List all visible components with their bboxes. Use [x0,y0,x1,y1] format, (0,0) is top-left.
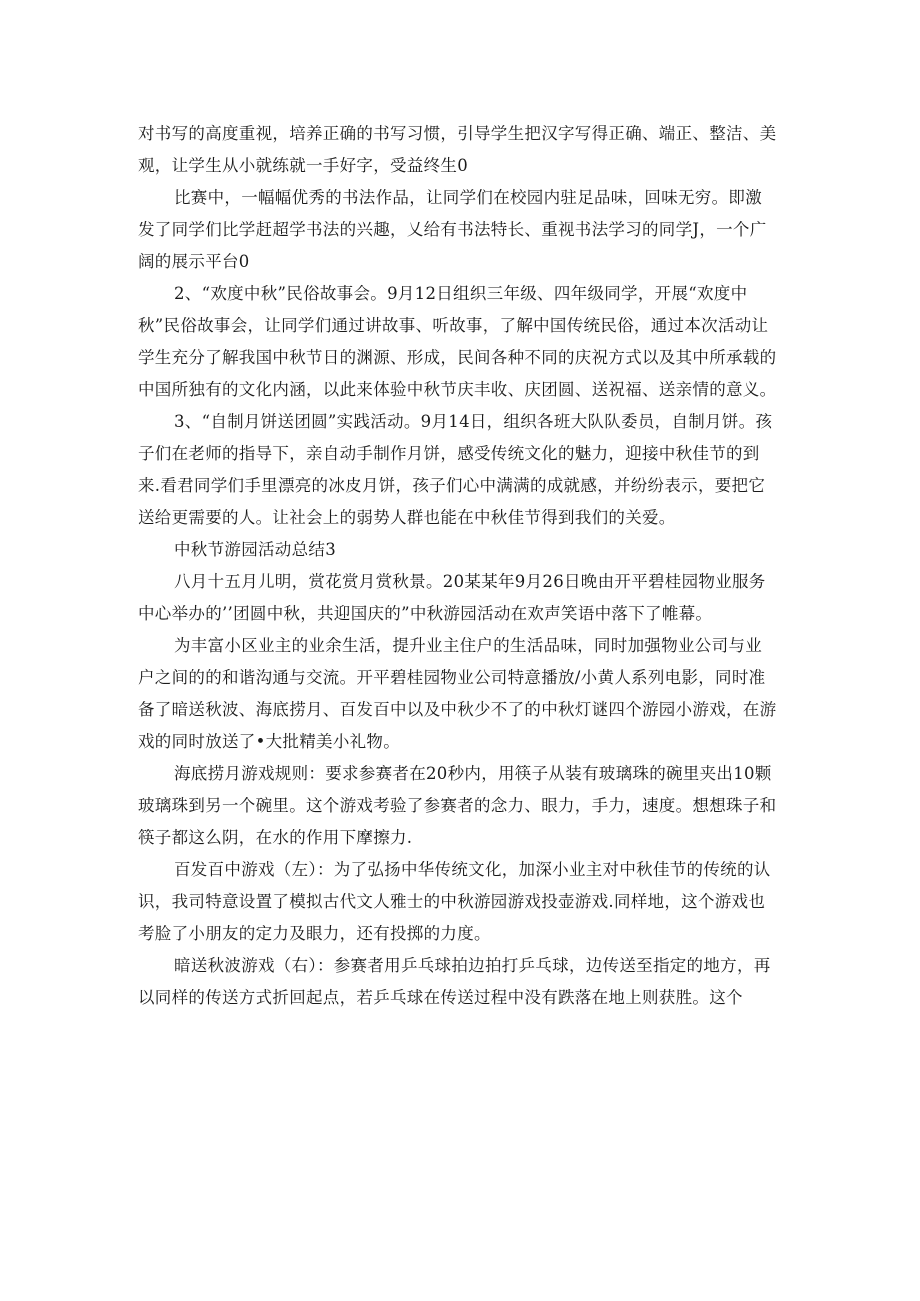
paragraph-9: 暗送秋波游戏（右）：参赛者用乒乓球拍边拍打乒乓球，边传送至指定的地方，再以同样的传送方式折回起点，若乒乓球在传送过程中没有跌落在地上则获胜。这个 [138,956,771,1007]
paragraph-2: 比赛中，一幅幅优秀的书法作品，让同学们在校园内驻足品味，回味无穷。即激发了同学们比学赶超学书法的兴趣，乂给有书法特长、重视书法学习的同学J，一个广阔的展示平台0 [138,188,767,271]
paragraph-5: 八月十五月儿明，赏花赏月赏秋景。20某某年9月26日晚由开平碧桂园物业服务中心举办的’’团圆中秋，共迎国庆的”中秋游园活动在欢声笑语中落下了帷幕。 [138,572,766,623]
document-body [138,118,778,1014]
section-heading: 中秋节游园活动总结3 [174,540,336,559]
paragraph-8: 百发百中游戏（左）：为了弘扬中华传统文化，加深小业主对中秋佳节的传统的认识，我司特意设置了模拟古代文人雅士的中秋游园游戏投壶游戏.同样地，这个游戏也考脸了小朋友的定力及眼力，还有投掷的力度。 [138,860,771,943]
paragraph-7: 海底捞月游戏规则：要求参赛者在20秒内，用筷子从装有玻璃珠的碗里夹出10颗玻璃珠到另一个碗里。这个游戏考验了参赛者的念力、眼力，手力，速度。想想珠子和筷子都这么阴，在水的作用下摩擦力. [138,764,777,847]
paragraph-3: 2、“欢度中秋”民俗故事会。9月12日组织三年级、四年级同学，开展“欢度中秋”民俗故事会，让同学们通过讲故事、听故事，了解中国传统民俗，通过本次活动让学生充分了解我国中秋节日的渊源、形成，民间各种不同的庆祝方式以及其中所承载的中国所独有的文化内涵，以此来体验中秋节庆丰收、庆团圆、送祝福、送亲情的意义。 [138,284,777,399]
paragraph-1: 对书写的高度重视，培养正确的书写习惯，引导学生把汉字写得正确、端正、整洁、美观，让学生从小就练就一手好字，受益终生0 [138,124,777,175]
paragraph-4: 3、“自制月饼送团圆”实践活动。9月14日，组织各班大队队委员，自制月饼。孩子们在老师的指导下，亲自动手制作月饼，感受传统文化的魅力，迎接中秋佳节的到来.看君同学们手里漂亮的冰皮月饼，孩子们心中满满的成就感，并纷纷表示，要把它送给更需要的人。让社会上的弱势人群也能在中秋佳节得到我们的关爱。 [138,412,773,527]
paragraph-6: 为丰富小区业主的业余生活，提升业主住户的生活品味，同时加强物业公司与业户之间的的和谐沟通与交流。开平碧桂园物业公司特意播放/小黄人系列电影，同时准备了暗送秋波、海底捞月、百发百中以及中秋少不了的中秋灯谜四个游园小游戏，在游戏的同时放送了•大批精美小礼物。 [138,636,777,751]
